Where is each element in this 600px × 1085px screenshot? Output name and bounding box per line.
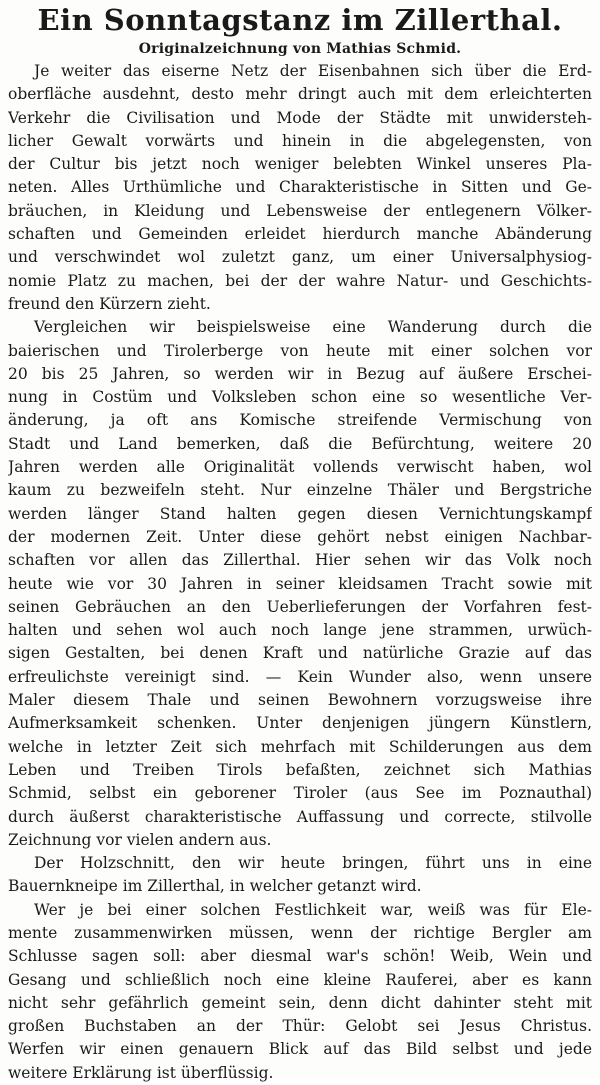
text-line: durch äußerst charakteristische Auffassung und correcte, stilvolle bbox=[8, 807, 592, 826]
text-line: baierischen und Tirolerberge von heute mit einer solchen vor bbox=[8, 341, 592, 360]
text-line: Leben und Treiben Tirols befaßten, zeichnet sich Mathias bbox=[8, 760, 592, 779]
text-line: Je weiter das eiserne Netz der Eisenbahnen sich über die Erd- bbox=[34, 62, 592, 80]
text-line: neten. Alles Urthümliche und Charakteristische in Sitten und Ge- bbox=[8, 178, 592, 197]
text-line: bräuchen, in Kleidung und Lebensweise der entlegenern Völker- bbox=[8, 201, 592, 220]
text-line: kaum zu bezweifeln steht. Nur einzelne Thäler und Bergstriche bbox=[8, 481, 592, 500]
text-line: Verkehr die Civilisation und Mode der Städte mit unwidersteh- bbox=[8, 108, 592, 127]
text-line: großen Buchstaben an der Thür: Gelobt sei Jesus Christus. bbox=[8, 1017, 592, 1036]
text-line: Schlusse sagen soll: aber diesmal war's schön! Weib, Wein und bbox=[8, 947, 592, 966]
text-line: Stadt und Land bemerken, daß die Befürchtung, weitere 20 bbox=[8, 434, 592, 453]
text-line: nung in Costüm und Volksleben schon eine so wesentliche Ver- bbox=[8, 388, 592, 407]
text-line: schaften vor allen das Zillerthal. Hier sehen wir das Volk noch bbox=[8, 551, 592, 570]
text-line: werden länger Stand halten gegen diesen Vernichtungskampf bbox=[8, 504, 592, 523]
text-line: Jahren werden alle Originalität vollends verwischt haben, wol bbox=[8, 458, 592, 477]
text-line: Wer je bei einer solchen Festlichkeit war, weiß was für Ele- bbox=[34, 900, 592, 919]
text-line: weitere Erklärung ist überflüssig. bbox=[8, 1063, 274, 1082]
text-line: nomie Platz zu machen, bei der der wahre Natur- und Geschichts- bbox=[8, 271, 592, 290]
text-line: seinen Gebräuchen an den Ueberlieferungen der Vorfahren fest- bbox=[8, 597, 592, 616]
text-line: oberfläche ausdehnt, desto mehr dringt auch mit dem erleichterten bbox=[8, 85, 592, 104]
text-line: sigen Gestalten, bei denen Kraft und natürliche Grazie auf das bbox=[8, 644, 592, 663]
text-line: Schmid, selbst ein geborener Tiroler (aus See im Poznauthal) bbox=[8, 784, 592, 803]
article-paragraph bbox=[8, 852, 592, 899]
text-line: der modernen Zeit. Unter diese gehört nebst einigen Nachbar- bbox=[8, 527, 592, 546]
text-line: licher Gewalt vorwärts und hinein in die abgelegensten, von bbox=[8, 131, 592, 150]
text-line: schaften und Gemeinden erleidet hierdurch manche Abänderung bbox=[8, 225, 592, 244]
text-line: Gesang und schließlich noch eine kleine Rauferei, aber es kann bbox=[8, 970, 592, 989]
article-paragraph bbox=[8, 899, 592, 1085]
text-line: Aufmerksamkeit schenken. Unter denjenigen jüngern Künstlern, bbox=[8, 714, 592, 733]
text-line: Zeichnung vor vielen andern aus. bbox=[8, 830, 272, 849]
text-line: änderung, ja oft ans Komische streifende Vermischung von bbox=[8, 411, 592, 430]
article-paragraph bbox=[8, 60, 592, 316]
text-line: heute wie vor 30 Jahren in seiner kleidsamen Tracht sowie mit bbox=[8, 574, 592, 593]
text-line: und verschwindet wol zuletzt ganz, um einer Universalphysiog- bbox=[8, 248, 592, 267]
text-line: 20 bis 25 Jahren, so werden wir in Bezug auf äußere Erschei- bbox=[8, 364, 592, 383]
text-line: erfreulichste vereinigt sind. — Kein Wunder also, wenn unsere bbox=[8, 667, 592, 686]
text-line: mente zusammenwirken müssen, wenn der richtige Bergler am bbox=[8, 923, 592, 942]
text-line: der Cultur bis jetzt noch weniger belebten Winkel unseres Pla- bbox=[8, 155, 592, 174]
text-line: freund den Kürzern zieht. bbox=[8, 294, 211, 313]
text-line: nicht sehr gefährlich gemeint sein, denn dicht dahinter steht mit bbox=[8, 993, 592, 1012]
article-paragraph bbox=[8, 316, 592, 852]
text-line: Maler diesem Thale und seinen Bewohnern vorzugsweise ihre bbox=[8, 691, 592, 710]
article-subtitle: Originalzeichnung von Mathias Schmid. bbox=[138, 41, 462, 57]
article-body bbox=[8, 60, 592, 1085]
text-line: Werfen wir einen genauern Blick auf das Bild selbst und jede bbox=[8, 1040, 592, 1059]
text-line: halten und sehen wol auch noch lange jene strammen, urwüch- bbox=[8, 621, 592, 640]
text-line: Bauernkneipe im Zillerthal, in welcher getanzt wird. bbox=[8, 877, 422, 896]
text-line: Der Holzschnitt, den wir heute bringen, führt uns in eine bbox=[34, 854, 592, 873]
text-line: Vergleichen wir beispielsweise eine Wanderung durch die bbox=[34, 318, 592, 337]
article-title: Ein Sonntagstanz im Zillerthal. bbox=[37, 3, 563, 37]
text-line: welche in letzter Zeit sich mehrfach mit Schilderungen aus dem bbox=[8, 737, 592, 756]
